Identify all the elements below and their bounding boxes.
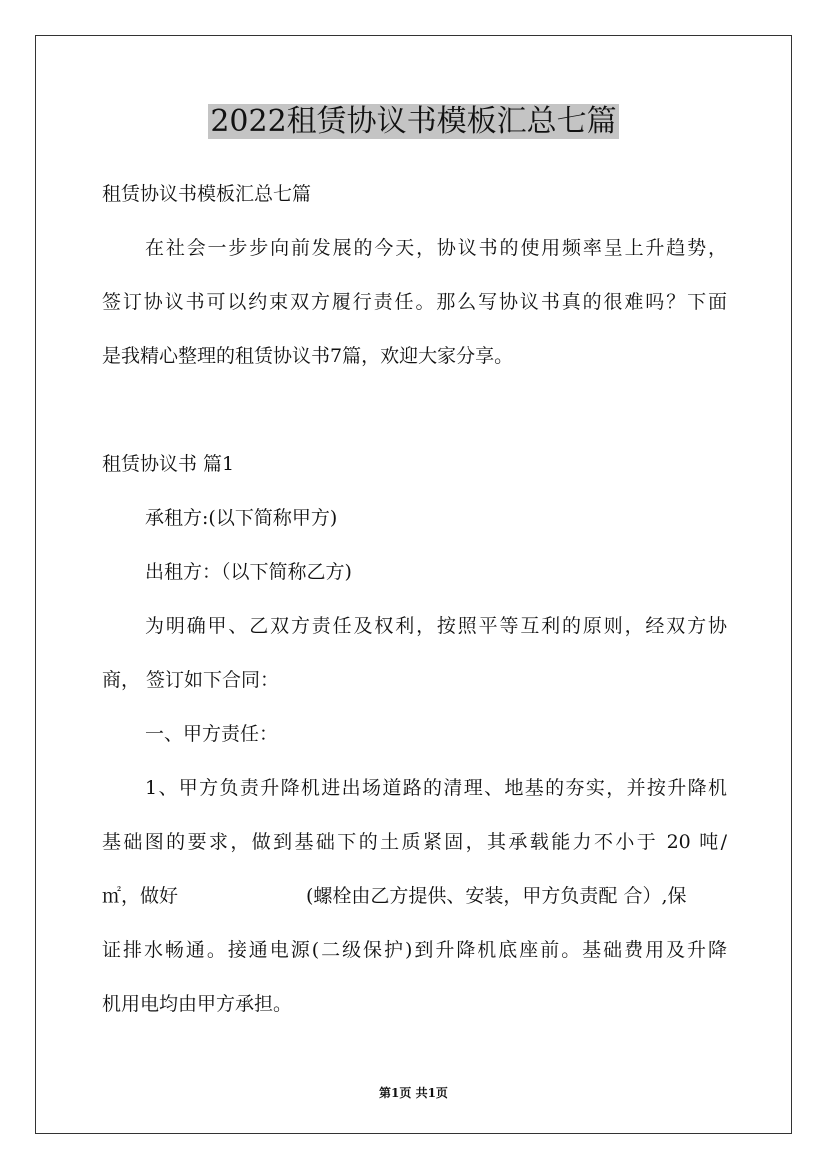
- intro-line-2: 签订协议书可以约束双方履行责任。那么写协议书真的很难吗？下面: [102, 291, 727, 313]
- document-subtitle: 租赁协议书模板汇总七篇: [102, 183, 312, 205]
- lessee-line: 承租方:(以下简称甲方): [145, 507, 338, 529]
- clause1-line-3: [102, 883, 727, 909]
- page-number: 第1页 共1页: [379, 1086, 448, 1100]
- clause-heading: 一、甲方责任：: [145, 723, 279, 745]
- clause1-line-1: 1、甲方负责升降机进出场道路的清理、地基的夯实，并按升降机: [145, 777, 727, 799]
- clause1-line-5: 机用电均由甲方承担。: [102, 993, 293, 1015]
- purpose-line-2: 商， 签订如下合同：: [102, 669, 280, 691]
- section-heading: 租赁协议书 篇1: [102, 453, 235, 475]
- page-footer: [0, 1085, 827, 1101]
- purpose-line-1: 为明确甲、乙双方责任及权利，按照平等互利的原则，经双方协: [145, 615, 727, 637]
- clause1-line-2: 基础图的要求，做到基础下的土质紧固，其承载能力不小于 20 吨/: [102, 831, 727, 853]
- document-title-text: 2022租赁协议书模板汇总七篇: [210, 104, 617, 139]
- intro-line-3: 是我精心整理的租赁协议书7篇，欢迎大家分享。: [102, 345, 514, 367]
- clause1-line-3-start: ㎡，做好: [102, 885, 179, 907]
- intro-line-1: 在社会一步步向前发展的今天，协议书的使用频率呈上升趋势，: [145, 237, 727, 259]
- clause1-line-4: 证排水畅通。接通电源(二级保护)到升降机底座前。基础费用及升降: [102, 939, 727, 961]
- document-title: [0, 102, 827, 142]
- lessor-line: 出租方：（以下简称乙方): [145, 561, 352, 583]
- clause1-line-3-end: (螺栓由乙方提供、安装，甲方负责配 合）,保: [306, 885, 687, 907]
